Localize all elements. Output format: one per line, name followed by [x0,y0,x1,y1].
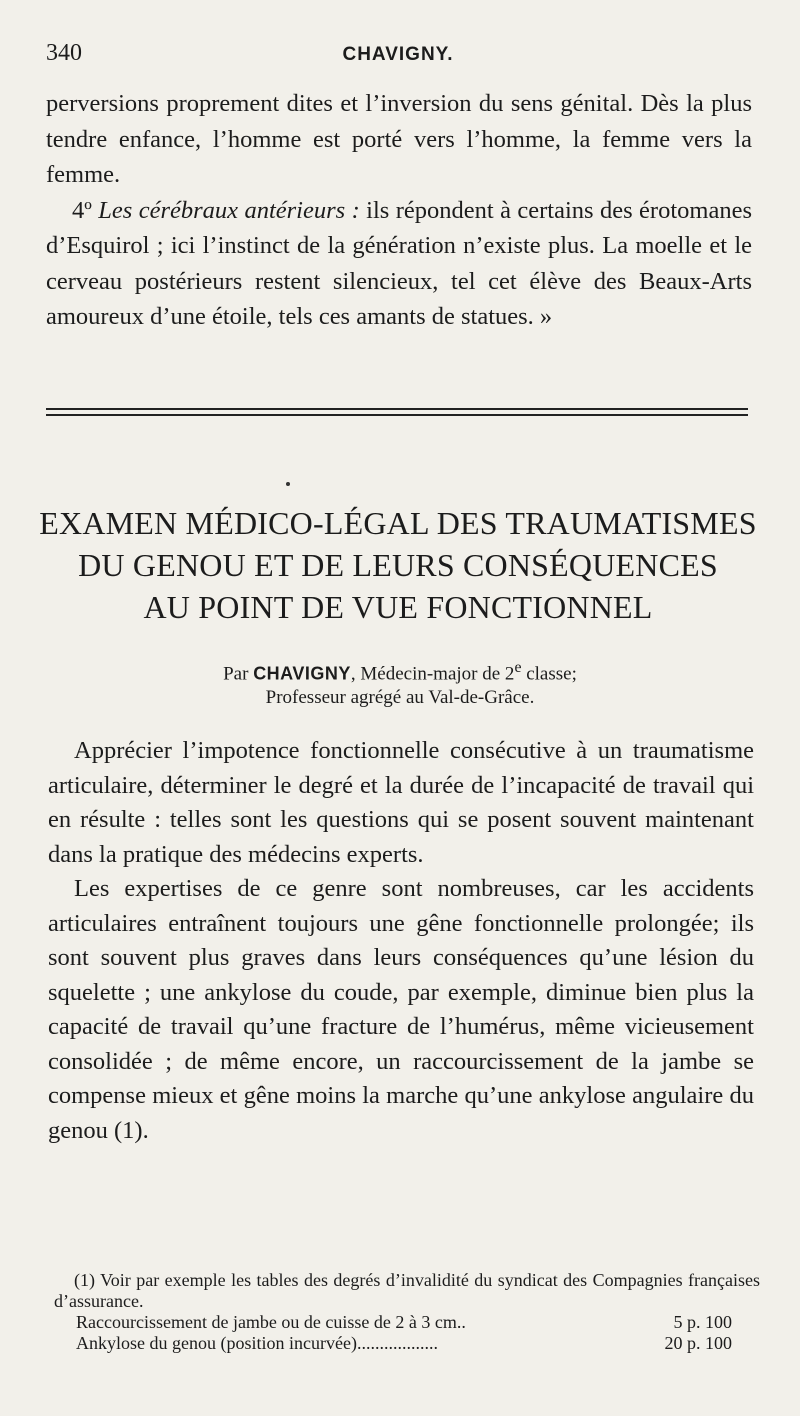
author-role: , Médecin-major de 2 [350,663,515,685]
paragraph [46,193,752,335]
page-number: 340 [46,40,82,66]
author-prefix: Par [223,663,254,685]
row-label: Ankylose du genou (position incurvée) [76,1333,357,1353]
author-name: CHAVIGNY [253,663,351,684]
title-line: EXAMEN MÉDICO-LÉGAL DES TRAUMATISMES [39,505,757,541]
section-divider-rule [46,408,748,410]
title-line: DU GENOU ET DE LEURS CONSÉQUENCES [78,547,718,583]
paragraph: Apprécier l’impotence fonctionnelle consécutive à un traumatisme articulaire, déterminer le degré et la durée de l’incapacité de travail qui en résulte : telles sont les questions qui se posent souvent maintenant dans la pratique des médecins experts. [48,737,754,868]
page-header [46,40,750,76]
footnotes [54,1270,760,1354]
footnote-table-row [54,1333,760,1354]
author-role-superscript: e [514,659,522,676]
section-divider-rule [46,414,748,416]
paragraph-text: ils répondent à certains des érotomanes d’Esquirol ; ici l’instinct de la génération n’existe plus. La moelle et le cerveau postérieurs restent silencieux, tel cet élève des Beaux-Arts amoureux d’une étoile, tels ces amants de statues. » [46,196,752,330]
title-line: AU POINT DE VUE FONCTIONNEL [143,589,653,625]
article-title [36,502,760,628]
ornament-dot [286,482,290,486]
author-byline [40,656,760,710]
list-number: 4º [72,196,99,224]
footnote: (1) Voir par exemple les tables des degrés d’invalidité du syndicat des Compagnies françaises d’assurance. [54,1270,760,1311]
author-line [40,656,760,686]
footnote-table-row [54,1312,760,1333]
paragraph: Les expertises de ce genre sont nombreuses, car les accidents articulaires entraînent toujours une gêne fonctionnelle prolongée; ils sont souvent plus graves dans leurs conséquences qu’une lésion du squelette ; une ankylose du coude, par exemple, diminue bien plus la capacité de travail qu’une fracture de l’humérus, même vicieusement consolidée ; de même encore, un raccourcissement de la jambe se compense mieux et gêne moins la marche qu’une ankylose angulaire du genou (1). [48,875,754,1144]
row-value: 20 p. 100 [664,1333,732,1353]
dot-leader: .................. [356,1333,438,1353]
author-affiliation: Professeur agrégé au Val-de-Grâce. [265,687,535,709]
running-head: CHAVIGNY. [342,44,454,65]
italic-heading: Les cérébraux antérieurs : [98,196,360,224]
author-role-end: classe; [521,663,577,685]
row-label: Raccourcissement de jambe ou de cuisse de 2 à 3 cm.. [76,1312,466,1332]
paragraph: perversions proprement dites et l’inversion du sens génital. Dès la plus tendre enfance, l’homme est porté vers l’homme, la femme vers la femme. [46,90,752,188]
article-body [48,734,754,1148]
previous-article-end [46,86,752,335]
row-value: 5 p. 100 [673,1312,732,1332]
